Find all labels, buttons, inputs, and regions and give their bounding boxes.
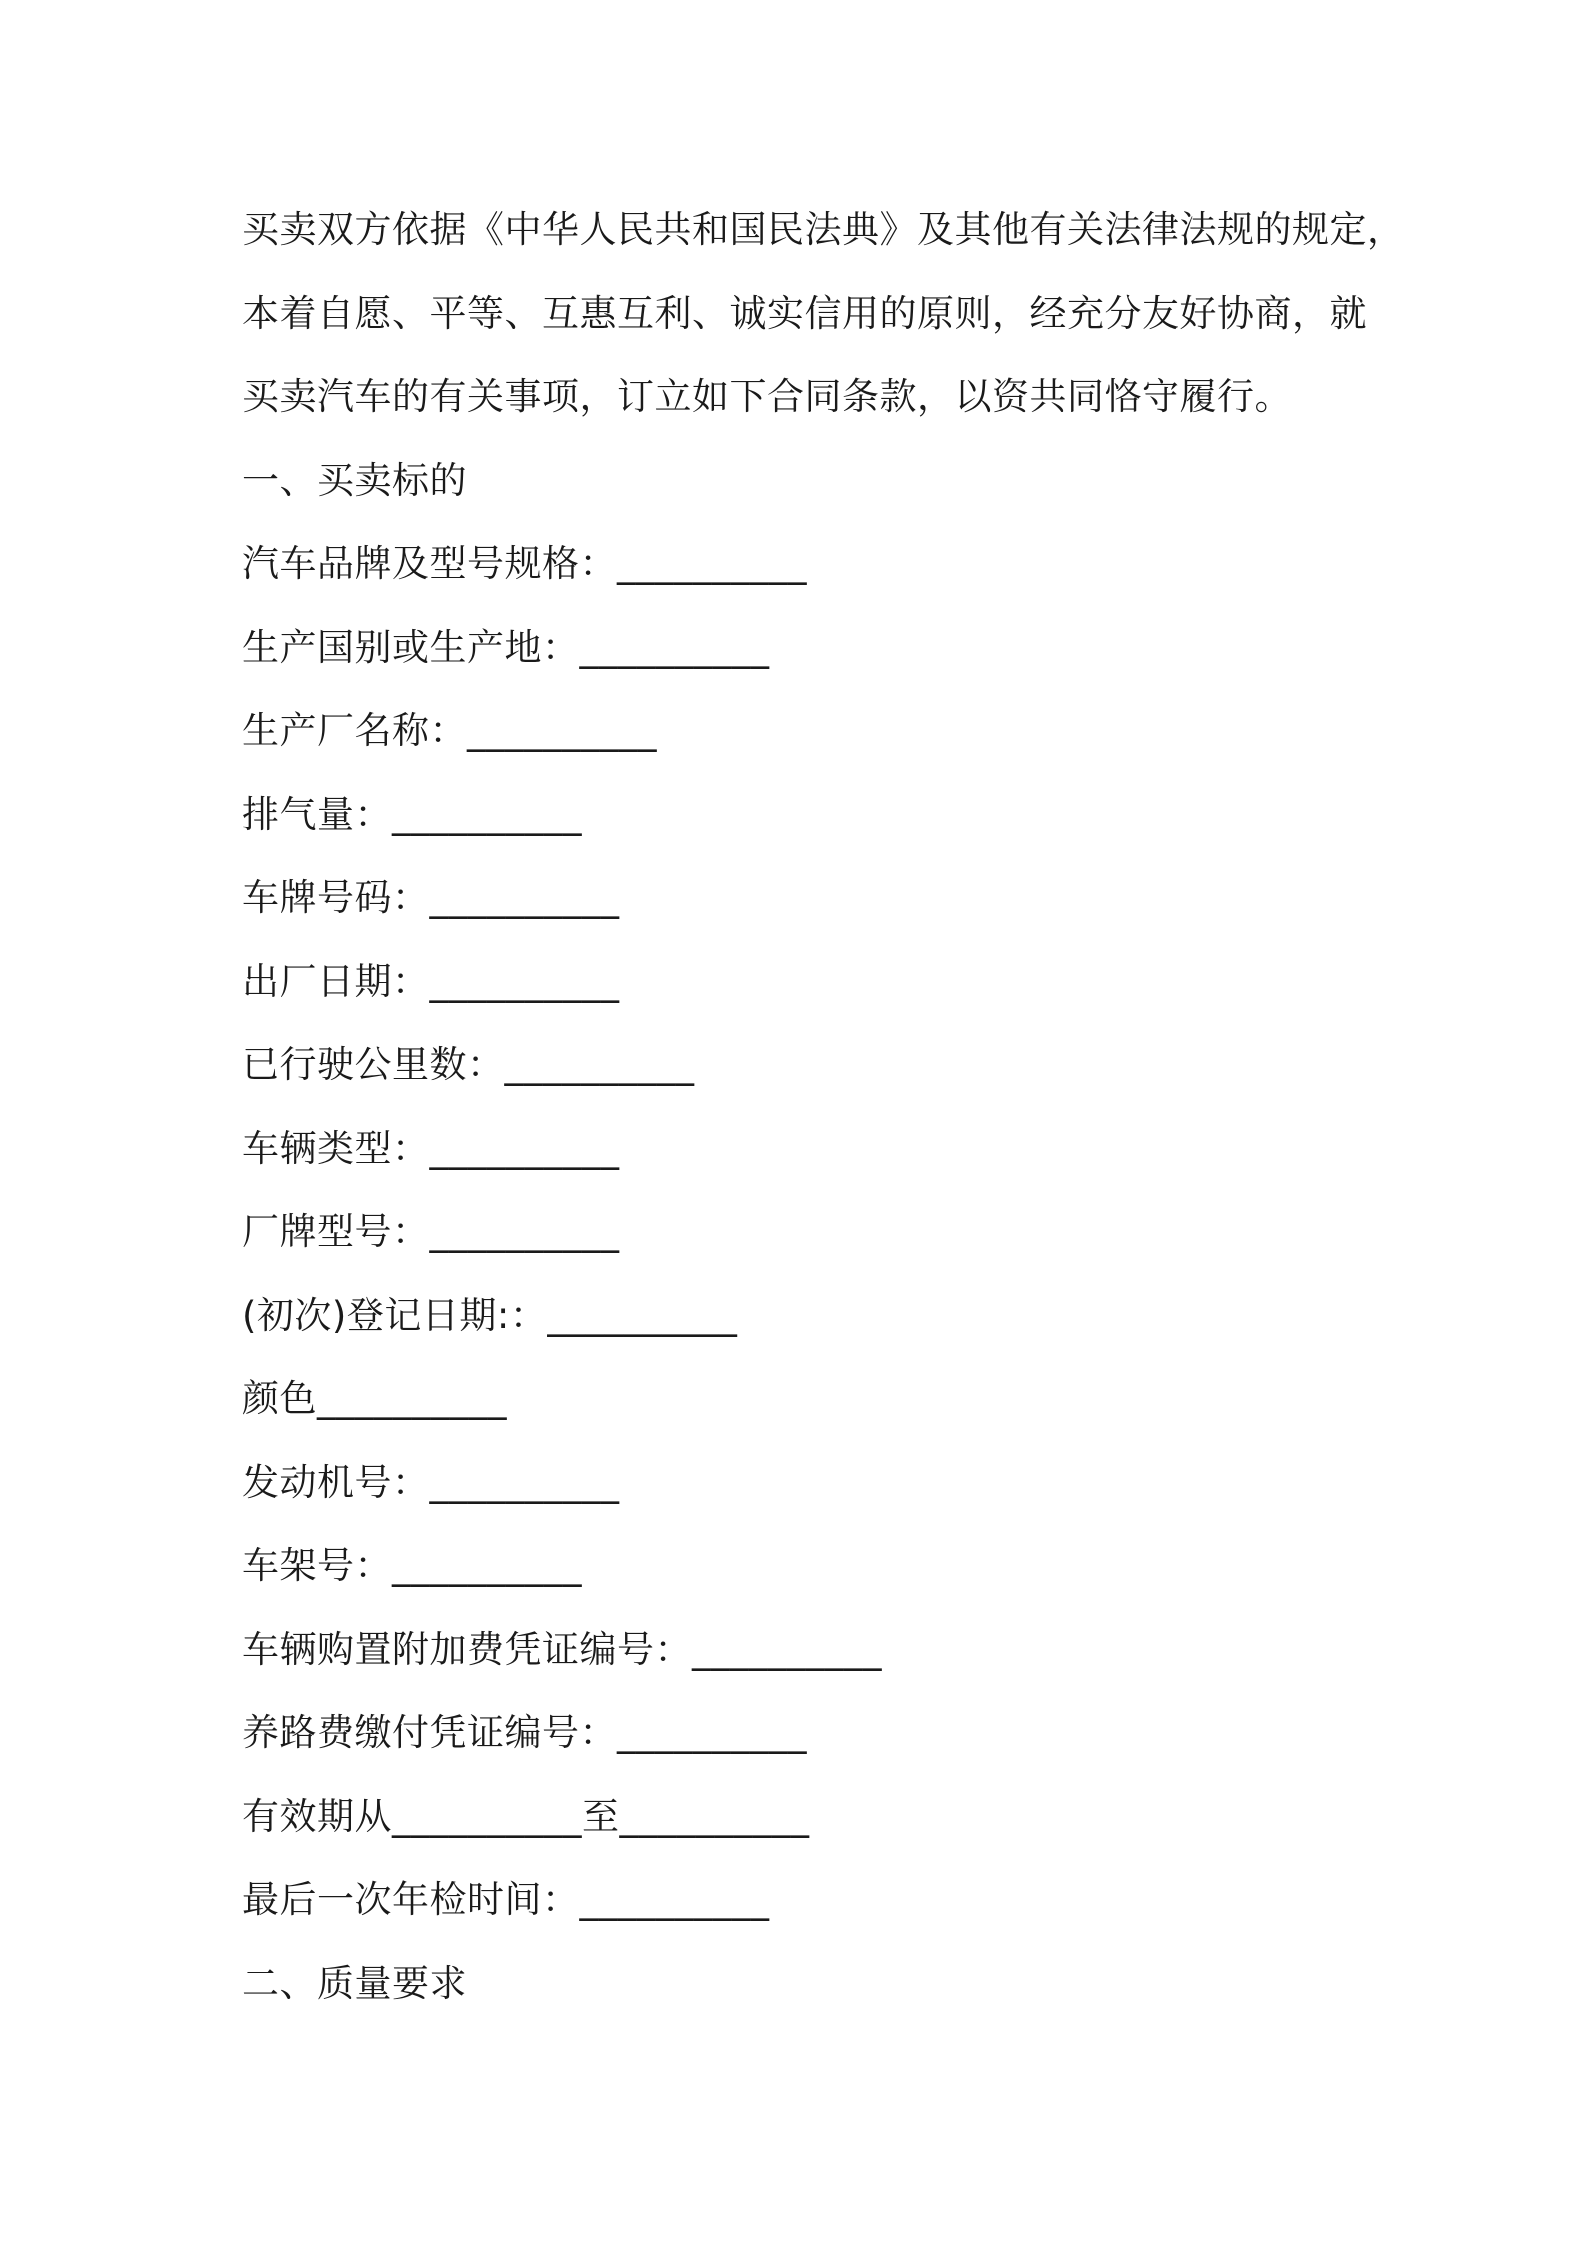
field-last-inspection: 最后一次年检时间：__________ [242,1878,770,1921]
field-vehicle-type: 车辆类型：__________ [242,1126,620,1170]
field-brand-model: 汽车品牌及型号规格：__________ [242,542,807,585]
intro-line: 本着自愿、平等、互惠互利、诚实信用的原则，经充分友好协商，就 [242,291,1367,335]
field-manufacturer-name: 生产厂名称：__________ [242,709,657,752]
field-displacement: 排气量：__________ [242,792,582,836]
section-heading-subject: 一、买卖标的 [242,458,467,502]
field-validity-period: 有效期从__________至__________ [242,1794,810,1838]
field-road-fee-certificate: 养路费缴付凭证编号：__________ [242,1711,807,1754]
field-production-date: 出厂日期：__________ [242,959,620,1003]
contract-body [242,198,1405,2035]
section-heading-quality: 二、质量要求 [242,1961,467,2005]
field-mileage: 已行驶公里数：__________ [242,1043,695,1086]
field-origin-country: 生产国别或生产地：__________ [242,625,770,669]
intro-line: 买卖汽车的有关事项，订立如下合同条款，以资共同恪守履行。 [242,375,1292,418]
field-engine-number: 发动机号：__________ [242,1460,620,1504]
field-brand-model-number: 厂牌型号：__________ [242,1210,620,1253]
intro-line: 买卖双方依据《中华人民共和国民法典》及其他有关法律法规的规定， [242,208,1405,251]
field-purchase-tax-certificate: 车辆购置附加费凭证编号：__________ [242,1627,882,1671]
field-plate-number: 车牌号码：__________ [242,876,620,919]
field-color: 颜色__________ [242,1377,507,1420]
field-frame-number: 车架号：__________ [242,1544,582,1587]
field-registration-date: (初次)登记日期:：__________ [242,1293,738,1337]
